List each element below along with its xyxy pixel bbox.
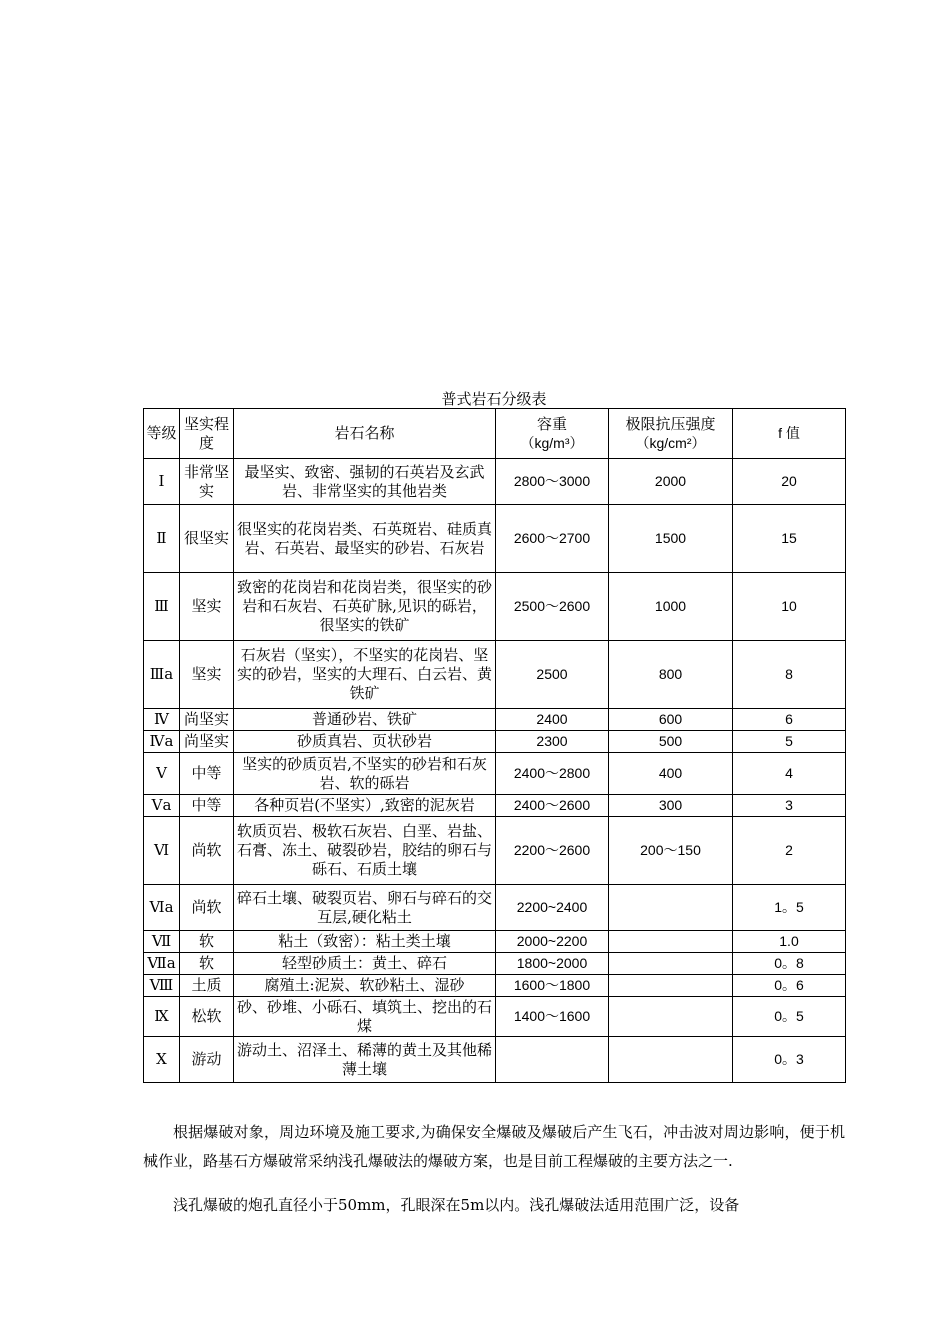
cell-strength xyxy=(609,975,733,997)
table-row xyxy=(144,1037,846,1083)
cell-strength: 2000 xyxy=(609,459,733,505)
cell-strength xyxy=(609,1037,733,1083)
cell-rock-name: 游动土、沼泽土、稀薄的黄土及其他稀薄土壤 xyxy=(234,1037,496,1083)
cell-rock-name: 腐殖土:泥炭、软砂粘土、湿砂 xyxy=(234,975,496,997)
cell-strength xyxy=(609,931,733,953)
header-strength-label: 极限抗压强度 xyxy=(625,414,716,433)
cell-hardness: 坚实 xyxy=(180,641,234,709)
table-row xyxy=(144,931,846,953)
cell-rock-name: 软质页岩、极软石灰岩、白垩、岩盐、石膏、冻土、破裂砂岩，胶结的卵石与砾石、石质土壤 xyxy=(234,817,496,885)
cell-grade: Ⅵ xyxy=(144,817,180,885)
cell-grade: Ⅲa xyxy=(144,641,180,709)
table-row xyxy=(144,709,846,731)
cell-f-value: 15 xyxy=(733,505,846,573)
cell-rock-name: 粘土（致密）：粘土类土壤 xyxy=(234,931,496,953)
cell-f-value: 0。8 xyxy=(733,953,846,975)
cell-density: 2400～2600 xyxy=(496,795,609,817)
cell-f-value: 3 xyxy=(733,795,846,817)
table-row xyxy=(144,817,846,885)
table-row xyxy=(144,641,846,709)
cell-f-value: 0。6 xyxy=(733,975,846,997)
cell-f-value: 6 xyxy=(733,709,846,731)
header-rock-name: 岩石名称 xyxy=(234,409,496,459)
cell-grade: Ⅱ xyxy=(144,505,180,573)
cell-density: 2600～2700 xyxy=(496,505,609,573)
cell-density xyxy=(496,1037,609,1083)
cell-f-value: 10 xyxy=(733,573,846,641)
cell-density: 1800~2000 xyxy=(496,953,609,975)
cell-hardness: 很坚实 xyxy=(180,505,234,573)
cell-grade: Ⅳ xyxy=(144,709,180,731)
cell-f-value: 5 xyxy=(733,731,846,753)
cell-f-value: 20 xyxy=(733,459,846,505)
cell-strength xyxy=(609,885,733,931)
cell-grade: Ⅲ xyxy=(144,573,180,641)
table-row xyxy=(144,731,846,753)
cell-grade: Ⅴa xyxy=(144,795,180,817)
cell-strength: 1500 xyxy=(609,505,733,573)
cell-density: 1600～1800 xyxy=(496,975,609,997)
cell-strength xyxy=(609,997,733,1037)
cell-density: 2200~2400 xyxy=(496,885,609,931)
cell-rock-name: 普通砂岩、铁矿 xyxy=(234,709,496,731)
cell-strength: 800 xyxy=(609,641,733,709)
header-density-label: 容重 xyxy=(536,414,567,433)
table-row xyxy=(144,997,846,1037)
header-f-value: f 值 xyxy=(733,409,846,459)
cell-rock-name: 致密的花岗岩和花岗岩类，很坚实的砂岩和石灰岩、石英矿脉,见识的砾岩，很坚实的铁矿 xyxy=(234,573,496,641)
cell-strength: 200～150 xyxy=(609,817,733,885)
table-body xyxy=(144,459,846,1083)
header-grade: 等级 xyxy=(144,409,180,459)
cell-hardness: 游动 xyxy=(180,1037,234,1083)
cell-strength: 500 xyxy=(609,731,733,753)
cell-grade: Ⅰ xyxy=(144,459,180,505)
cell-grade: Ⅶ xyxy=(144,931,180,953)
cell-density: 2500 xyxy=(496,641,609,709)
cell-grade: Ⅷ xyxy=(144,975,180,997)
table-row xyxy=(144,573,846,641)
body-paragraph-2: 浅孔爆破的炮孔直径小于50mm，孔眼深在5m以内。浅孔爆破法适用范围广泛，设备 xyxy=(173,1196,740,1214)
table-row xyxy=(144,953,846,975)
cell-density: 2400～2800 xyxy=(496,753,609,795)
cell-grade: Ⅳa xyxy=(144,731,180,753)
table-header-row xyxy=(144,409,846,459)
header-strength xyxy=(609,409,733,459)
cell-rock-name: 各种页岩(不坚实）,致密的泥灰岩 xyxy=(234,795,496,817)
cell-strength: 1000 xyxy=(609,573,733,641)
cell-f-value: 0。3 xyxy=(733,1037,846,1083)
table-caption: 普式岩石分级表 xyxy=(441,390,547,408)
cell-rock-name: 砂、砂堆、小砾石、填筑土、挖出的石煤 xyxy=(234,997,496,1037)
cell-grade: Ⅸ xyxy=(144,997,180,1037)
cell-hardness: 非常坚实 xyxy=(180,459,234,505)
cell-strength xyxy=(609,953,733,975)
header-hardness: 坚实程度 xyxy=(180,409,234,459)
cell-f-value: 0。5 xyxy=(733,997,846,1037)
cell-grade: Ⅶa xyxy=(144,953,180,975)
cell-f-value: 1。5 xyxy=(733,885,846,931)
cell-density: 2000~2200 xyxy=(496,931,609,953)
cell-hardness: 土质 xyxy=(180,975,234,997)
cell-density: 2800～3000 xyxy=(496,459,609,505)
header-strength-unit: （kg/cm²） xyxy=(635,434,706,451)
header-density xyxy=(496,409,609,459)
table-row xyxy=(144,885,846,931)
cell-rock-name: 轻型砂质土：黄土、碎石 xyxy=(234,953,496,975)
cell-density: 2500～2600 xyxy=(496,573,609,641)
table-row xyxy=(144,753,846,795)
cell-strength: 600 xyxy=(609,709,733,731)
cell-hardness: 中等 xyxy=(180,753,234,795)
header-density-unit: （kg/m³） xyxy=(520,434,584,451)
cell-density: 2200～2600 xyxy=(496,817,609,885)
cell-hardness: 尚坚实 xyxy=(180,731,234,753)
table-row xyxy=(144,795,846,817)
cell-hardness: 软 xyxy=(180,953,234,975)
cell-density: 2300 xyxy=(496,731,609,753)
cell-hardness: 尚坚实 xyxy=(180,709,234,731)
cell-grade: Ⅴ xyxy=(144,753,180,795)
cell-hardness: 尚软 xyxy=(180,885,234,931)
cell-hardness: 中等 xyxy=(180,795,234,817)
cell-rock-name: 很坚实的花岗岩类、石英斑岩、硅质真岩、石英岩、最坚实的砂岩、石灰岩 xyxy=(234,505,496,573)
cell-f-value: 8 xyxy=(733,641,846,709)
cell-f-value: 2 xyxy=(733,817,846,885)
cell-rock-name: 坚实的砂质页岩,不坚实的砂岩和石灰岩、软的砾岩 xyxy=(234,753,496,795)
cell-density: 1400～1600 xyxy=(496,997,609,1037)
table-row xyxy=(144,975,846,997)
rock-classification-table xyxy=(143,408,846,1083)
cell-f-value: 1.0 xyxy=(733,931,846,953)
cell-rock-name: 最坚实、致密、强韧的石英岩及玄武岩、非常坚实的其他岩类 xyxy=(234,459,496,505)
table-row xyxy=(144,459,846,505)
body-paragraph-1: 根据爆破对象，周边环境及施工要求,为确保安全爆破及爆破后产生飞石，冲击波对周边影响，便于机械作业，路基石方爆破常采纳浅孔爆破法的爆破方案，也是目前工程爆破的主要方法之一. xyxy=(143,1123,845,1170)
cell-strength: 300 xyxy=(609,795,733,817)
cell-density: 2400 xyxy=(496,709,609,731)
table-row xyxy=(144,505,846,573)
cell-rock-name: 砂质真岩、页状砂岩 xyxy=(234,731,496,753)
cell-rock-name: 碎石土壤、破裂页岩、卵石与碎石的交互层,硬化粘土 xyxy=(234,885,496,931)
cell-hardness: 尚软 xyxy=(180,817,234,885)
cell-grade: Ⅵa xyxy=(144,885,180,931)
cell-hardness: 软 xyxy=(180,931,234,953)
cell-rock-name: 石灰岩（坚实），不坚实的花岗岩、坚实的砂岩，坚实的大理石、白云岩、黄铁矿 xyxy=(234,641,496,709)
cell-hardness: 松软 xyxy=(180,997,234,1037)
cell-strength: 400 xyxy=(609,753,733,795)
cell-grade: Ⅹ xyxy=(144,1037,180,1083)
cell-f-value: 4 xyxy=(733,753,846,795)
cell-hardness: 坚实 xyxy=(180,573,234,641)
